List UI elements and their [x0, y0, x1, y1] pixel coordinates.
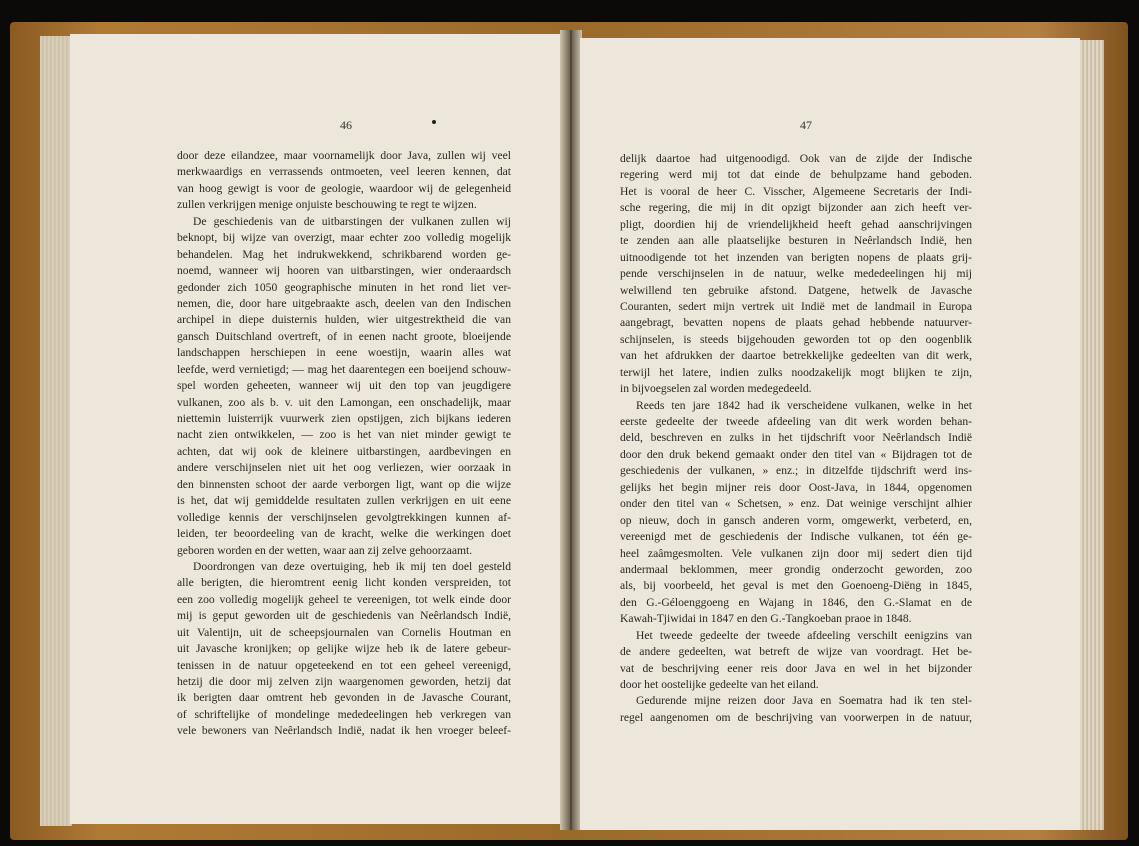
line-text: terwijl het latere, indien zulks noodzakelijk mogt blijken te zijn, — [620, 365, 972, 379]
line-text: pende verschijnselen in de natuur, welke mededeelingen hij mij — [620, 267, 972, 281]
text-line — [177, 690, 511, 706]
text-line — [620, 200, 972, 216]
text-line — [620, 447, 972, 463]
line-text: den G.-Géloenggoeng en Wajang in 1846, den G.-Slamat en de — [620, 595, 972, 609]
right-page-edges — [1080, 40, 1104, 830]
text-line — [177, 148, 511, 164]
line-text: andermaal beklommen, meer grondig onderzocht geworden, zoo — [620, 562, 972, 576]
text-line — [620, 250, 972, 266]
text-line — [620, 398, 972, 414]
text-line — [177, 543, 511, 559]
text-line — [620, 315, 972, 331]
line-text: uit Valentijn, uit de scheepsjournalen van Cornelis Houtman en — [177, 625, 511, 639]
line-text: nemen, die, door hare uitgebraakte asch, deelen van den Indischen — [177, 296, 511, 310]
line-text: schijnselen, is steeds bijgehouden geworden tot op den oogenblik — [620, 332, 972, 346]
text-line — [620, 381, 972, 397]
text-line — [177, 214, 511, 230]
text-line — [620, 151, 972, 167]
text-line — [177, 280, 511, 296]
text-line — [620, 266, 972, 282]
line-text: merkwaardigs en verrassends ontmoeten, veel leeren kennen, dat — [177, 165, 511, 179]
text-line — [620, 677, 972, 693]
line-text: beknopt, bij wijze van overzigt, maar echter zoo volledig mogelijk — [177, 231, 511, 245]
line-text: op nieuw, doch in gansch anderen vorm, omgewerkt, verbeterd, en, — [620, 513, 972, 527]
line-text: volledige kennis der verschijnselen gevolgtrekkingen kunnen af- — [177, 510, 511, 524]
line-text: nacht zien ontwikkelen, — zoo is het van niet minder gewigt te — [177, 428, 511, 442]
text-line — [177, 723, 511, 739]
line-text: zullen verkrijgen menige onjuiste beschouwing te regt te wijzen. — [177, 198, 477, 212]
text-line — [177, 674, 511, 690]
text-line — [620, 480, 972, 496]
line-text: door deze eilandzee, maar voornamelijk door Java, zullen wij veel — [177, 149, 511, 162]
line-text: behandelen. Mag het indrukwekkend, schrikbarend worden ge- — [177, 247, 511, 261]
text-line — [620, 578, 972, 594]
text-line — [620, 348, 972, 364]
text-line — [620, 710, 972, 726]
line-text: andere verschijnselen niet uit het oog verliezen, wier oorzaak in — [177, 461, 511, 475]
line-text: tenissen in de natuur opgeteekend en tot een geheel vereenigd, — [177, 658, 511, 672]
line-text: vele bewoners van Neêrlandsch Indië, nadat ik hen vroeger beleef- — [177, 724, 511, 738]
left-page-number: 46 — [340, 118, 352, 132]
line-text: De geschiedenis van de uitbarstingen der vulkanen zullen wij — [193, 214, 511, 228]
text-line — [177, 526, 511, 542]
line-text: leefde, werd vernietigd; — mag het daarentegen een boeijend schouw- — [177, 362, 511, 376]
text-line — [620, 167, 972, 183]
line-text: pligt, doordien hij de vriendelijkheid heeft gehad aanschrijvingen — [620, 217, 972, 231]
line-text: Het tweede gedeelte der tweede afdeeling verschilt eenigzins van — [636, 628, 972, 642]
left-page — [70, 34, 560, 824]
text-line — [620, 299, 972, 315]
line-text: vulkanen, zoo als b. v. uit den Lamongan, een onschadelijk, maar — [177, 395, 511, 409]
text-line — [620, 693, 972, 709]
line-text: uit Javasche kronijken; op gelijke wijze heb ik de latere gebeur- — [177, 642, 511, 656]
line-text: welwillend ten gebruike afstond. Datgene, hetwelk de Javasche — [620, 283, 972, 297]
line-text: uitnoodigende tot het inzenden van berigten nopens de plaats grij- — [620, 250, 972, 264]
line-text: vat de beschrijving eener reis door Java en wel in het bijzonder — [620, 661, 972, 675]
text-line — [177, 164, 511, 180]
text-line — [177, 460, 511, 476]
line-text: van het afdrukken der daartoe betrekkelijke gedeelten van dit werk, — [620, 349, 972, 363]
text-line — [177, 329, 511, 345]
line-text: noemd, wanneer wij hooren van uitbarstingen, wier onderaardsch — [177, 264, 511, 278]
text-line — [620, 414, 972, 430]
text-line — [177, 411, 511, 427]
line-text: aangebragt, bevatten nopens de plaats gehad hebbende natuurver- — [620, 316, 972, 330]
line-text: spel worden geheeten, wanneer wij uit den top van jeugdigere — [177, 379, 511, 393]
text-line — [177, 493, 511, 509]
text-line — [177, 625, 511, 641]
line-text: als, bij voorbeeld, het geval is met den Goenoeng-Diëng in 1845, — [620, 579, 972, 593]
line-text: Reeds ten jare 1842 had ik verscheidene vulkanen, welke in het — [636, 398, 972, 412]
line-text: ik berigten daar omtrent heb gevonden in de Javasche Courant, — [177, 691, 511, 705]
text-line — [177, 247, 511, 263]
text-line — [620, 365, 972, 381]
line-text: de andere gedeelten, wat betreft de wijze van voordragt. Het be- — [620, 645, 972, 659]
line-text: deld, beschreven en zulks in het tijdschrift voor Neêrlandsch Indië — [620, 431, 972, 445]
text-line — [177, 608, 511, 624]
text-line — [177, 230, 511, 246]
line-text: mij is geput geworden uit de geschiedenis van Neêrlandsch Indië, — [177, 609, 511, 623]
right-page-text — [620, 151, 972, 726]
line-text: regel aangenomen om de beschrijving van voorwerpen in de natuur, — [620, 710, 972, 724]
right-page-number: 47 — [800, 118, 812, 132]
text-line — [177, 378, 511, 394]
text-line — [620, 529, 972, 545]
line-text: delijk daartoe had uitgenoodigd. Ook van de zijde der Indische — [620, 152, 972, 165]
text-line — [177, 296, 511, 312]
text-line — [177, 263, 511, 279]
text-line — [177, 181, 511, 197]
text-line — [177, 641, 511, 657]
text-line — [620, 184, 972, 200]
text-line — [620, 217, 972, 233]
line-text: onder den titel van « Schetsen, » enz. Dat weinige verschijnt alhier — [620, 497, 972, 511]
line-text: gedonder zich 1050 geographische minuten in het rond liet ver- — [177, 280, 511, 294]
text-line — [620, 463, 972, 479]
text-line — [620, 283, 972, 299]
text-line — [177, 477, 511, 493]
line-text: Couranten, sedert mijn vertrek uit Indië met de landmail in Europa — [620, 299, 972, 313]
text-line — [177, 362, 511, 378]
line-text: Kawah-Tjiwidai in 1847 en den G.-Tangkoeban praoe in 1848. — [620, 612, 912, 626]
line-text: is het, dat wij gemiddelde resultaten zullen verkrijgen en uit eene — [177, 494, 511, 508]
text-line — [620, 332, 972, 348]
text-line — [620, 546, 972, 562]
line-text: van hoog gewigt is voor de geologie, waardoor wij de gelegenheid — [177, 181, 511, 195]
text-line — [177, 444, 511, 460]
line-text: gelijks het begin mijner reis door Oost-Java, in 1844, opgenomen — [620, 480, 972, 494]
text-line — [620, 644, 972, 660]
text-line — [620, 496, 972, 512]
text-line — [177, 345, 511, 361]
line-text: heel zaâmgesmolten. Vele vulkanen zijn door mij sedert dien tijd — [620, 546, 972, 560]
line-text: niettemin luisterrijk vuurwerk zien opstijgen, zich bijkans iederen — [177, 412, 511, 425]
text-line — [177, 197, 511, 213]
line-text: regering werd mij tot dat einde de behulpzame hand geboden. — [620, 168, 972, 182]
line-text: gansch Duitschland overtreft, of in eenen nacht groote, bloeijende — [177, 329, 511, 343]
text-line — [177, 707, 511, 723]
line-text: leiden, ter beoordeeling van de kracht, welke die werkingen doet — [177, 527, 511, 541]
left-page-edges — [40, 36, 72, 826]
text-line — [620, 595, 972, 611]
line-text: hetzij die door mij zelven zijn waargenomen geworden, hetzij dat — [177, 675, 511, 688]
line-text: Het is vooral de heer C. Visscher, Algemeene Secretaris der Indi- — [620, 184, 972, 198]
line-text: door het oostelijke gedeelte van het eiland. — [620, 678, 819, 691]
line-text: in bijvoegselen zal worden medegedeeld. — [620, 382, 812, 396]
text-line — [177, 575, 511, 591]
ink-speck — [432, 120, 436, 124]
text-line — [177, 510, 511, 526]
line-text: archipel in diepe duisternis hulden, wier uitgestrektheid die van — [177, 313, 511, 327]
line-text: geboren worden en der wetten, waar aan zij zelve gehoorzaamt. — [177, 543, 473, 557]
text-line — [620, 628, 972, 644]
text-line — [177, 427, 511, 443]
text-line — [177, 658, 511, 674]
line-text: sche regering, die mij in dit opzigt bijzonder aan zich heeft ver- — [620, 201, 972, 215]
line-text: of schriftelijke of mondelinge mededeelingen heb verkregen van — [177, 707, 511, 721]
line-text: door den druk bekend gemaakt onder den titel van « Bijdragen tot de — [620, 447, 972, 461]
text-line — [620, 233, 972, 249]
line-text: den binnensten schoot der aarde verborgen ligt, want op die wijze — [177, 477, 511, 491]
text-line — [620, 562, 972, 578]
line-text: te zenden aan alle plaatselijke besturen in Neêrlandsch Indië, hen — [620, 234, 972, 248]
text-line — [620, 661, 972, 677]
line-text: eerste gedeelte der tweede afdeeling van dit werk worden behan- — [620, 415, 972, 428]
text-line — [620, 513, 972, 529]
book-gutter — [560, 30, 582, 830]
text-line — [177, 312, 511, 328]
text-line — [620, 611, 972, 627]
line-text: vereenigd met de geschiedenis der Indische vulkanen, tot één ge- — [620, 530, 972, 544]
line-text: landschappen herschiepen in eene woestijn, waarin alles wat — [177, 346, 511, 360]
line-text: geschiedenis der vulkanen, » enz.; in ditzelfde tijdschrift werd ins- — [620, 464, 972, 478]
line-text: Gedurende mijne reizen door Java en Soematra had ik ten stel- — [636, 694, 972, 708]
line-text: een zoo volledig mogelijk geheel te vereenigen, tot welk einde door — [177, 592, 511, 606]
left-page-text — [177, 148, 511, 740]
line-text: achten, dat wij ook de kleinere uitbarstingen, aardbevingen en — [177, 444, 511, 458]
line-text: alle berigten, die hieromtrent eenig licht konden verspreiden, tot — [177, 576, 511, 590]
line-text: Doordrongen van deze overtuiging, heb ik mij ten doel gesteld — [193, 559, 511, 573]
text-line — [177, 395, 511, 411]
right-page — [580, 38, 1080, 830]
text-line — [177, 592, 511, 608]
text-line — [177, 559, 511, 575]
text-line — [620, 430, 972, 446]
